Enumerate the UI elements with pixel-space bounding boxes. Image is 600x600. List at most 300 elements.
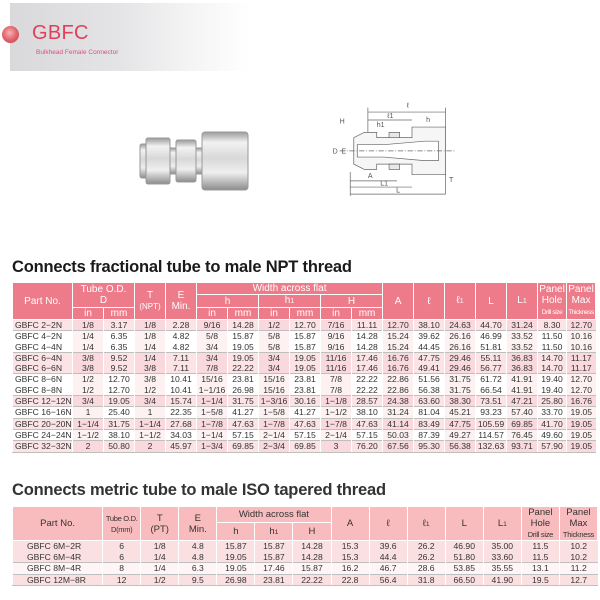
table-cell: 15/16 bbox=[259, 374, 290, 385]
table-cell: 19.05 bbox=[567, 418, 596, 429]
table-cell: 9.5 bbox=[179, 574, 217, 586]
table-cell: 17.46 bbox=[255, 563, 293, 575]
table-cell: 44.45 bbox=[414, 342, 445, 353]
col-big-l: L bbox=[445, 507, 483, 541]
table-cell: 66.54 bbox=[476, 385, 507, 396]
product-photo bbox=[130, 118, 270, 203]
table-cell: 23.81 bbox=[255, 574, 293, 586]
table-cell: 105.59 bbox=[476, 418, 507, 429]
table-cell: 3 bbox=[321, 441, 352, 452]
table-cell: 1−3/16 bbox=[259, 396, 290, 407]
table-cell: 47.75 bbox=[414, 352, 445, 363]
table-cell: 11.2 bbox=[559, 563, 597, 575]
npt-spec-table bbox=[12, 282, 596, 453]
table-cell: 12.70 bbox=[290, 320, 321, 331]
table-cell: 16.76 bbox=[567, 396, 596, 407]
table-cell: 6 bbox=[103, 552, 141, 563]
table-cell: 26.2 bbox=[407, 552, 445, 563]
part-number-cell: GBFC 12−12N bbox=[13, 396, 73, 407]
col-panel-hole: Panel Hole Drill size bbox=[538, 283, 567, 320]
table-cell: 16.2 bbox=[331, 563, 369, 575]
table-cell: 1−1/4 bbox=[135, 418, 166, 429]
table-cell: 15.87 bbox=[293, 563, 331, 575]
col-t: T (PT) bbox=[141, 507, 179, 541]
svg-text:A: A bbox=[367, 173, 373, 181]
table-cell: 29.46 bbox=[445, 363, 476, 374]
table-cell: 10.2 bbox=[559, 541, 597, 552]
table-cell: 9.52 bbox=[104, 352, 135, 363]
table-cell: 49.60 bbox=[538, 429, 567, 440]
part-number-cell: GBFC 6−6N bbox=[13, 363, 73, 374]
table-cell: 61.72 bbox=[476, 374, 507, 385]
col-t: T (NPT) bbox=[135, 283, 166, 320]
table-cell: 1/2 bbox=[259, 320, 290, 331]
part-number-cell: GBFC 16−16N bbox=[13, 407, 73, 418]
table-cell: 12.70 bbox=[104, 374, 135, 385]
table-cell: 11.5 bbox=[521, 541, 559, 552]
table-cell: 7.11 bbox=[166, 352, 197, 363]
table-cell: 19.40 bbox=[538, 385, 567, 396]
unit-in: in bbox=[73, 308, 104, 320]
table-cell: 12.70 bbox=[567, 320, 596, 331]
table-cell: 15.87 bbox=[255, 541, 293, 552]
col-a: A bbox=[331, 507, 369, 541]
table-cell: 26.98 bbox=[217, 574, 255, 586]
table-cell: 1 bbox=[135, 407, 166, 418]
table-cell: 1/4 bbox=[73, 331, 104, 342]
table-cell: 11.50 bbox=[538, 342, 567, 353]
table-cell: 7/8 bbox=[197, 363, 228, 374]
col-width-across-flat: Width across flat bbox=[217, 507, 331, 523]
table-cell: 11.17 bbox=[567, 352, 596, 363]
photo-female-body bbox=[202, 132, 248, 190]
table-cell: 114.57 bbox=[476, 429, 507, 440]
col-l1: ℓ1 bbox=[407, 507, 445, 541]
table-cell: 41.91 bbox=[507, 385, 538, 396]
table-cell: 19.05 bbox=[104, 396, 135, 407]
table-cell: 12.7 bbox=[559, 574, 597, 586]
part-number-cell: GBFC 8M−4R bbox=[13, 563, 103, 575]
table-cell: 4.82 bbox=[166, 331, 197, 342]
table-row bbox=[13, 541, 598, 552]
table-cell: 17.46 bbox=[352, 352, 383, 363]
table-cell: 39.62 bbox=[414, 331, 445, 342]
table-cell: 69.85 bbox=[507, 418, 538, 429]
unit-in: in bbox=[197, 308, 228, 320]
table-cell: 41.91 bbox=[507, 374, 538, 385]
table-cell: 1−7/8 bbox=[259, 418, 290, 429]
table-cell: 9/16 bbox=[321, 342, 352, 353]
table-cell: 38.10 bbox=[352, 407, 383, 418]
table-cell: 1/2 bbox=[73, 374, 104, 385]
table-cell: 5/8 bbox=[259, 342, 290, 353]
table-cell: 4.8 bbox=[179, 552, 217, 563]
table-cell: 11.5 bbox=[521, 552, 559, 563]
col-l: ℓ bbox=[414, 283, 445, 320]
table-cell: 132.63 bbox=[476, 441, 507, 452]
table-cell: 1/4 bbox=[135, 352, 166, 363]
table-cell: 49.27 bbox=[445, 429, 476, 440]
col-big-l: L bbox=[476, 283, 507, 320]
table-cell: 11.50 bbox=[538, 331, 567, 342]
table-cell: 1−5/8 bbox=[259, 407, 290, 418]
table-cell: 51.81 bbox=[476, 342, 507, 353]
table-cell: 26.2 bbox=[407, 541, 445, 552]
table-cell: 51.56 bbox=[414, 374, 445, 385]
table-cell: 7.11 bbox=[166, 363, 197, 374]
table-cell: 87.39 bbox=[414, 429, 445, 440]
col-tube-od: Tube O.D. D bbox=[73, 283, 135, 308]
part-number-cell: GBFC 8−8N bbox=[13, 385, 73, 396]
table-cell: 17.46 bbox=[352, 363, 383, 374]
table-cell: 11.11 bbox=[352, 320, 383, 331]
col-tube-od: Tube O.D. D(mm) bbox=[103, 507, 141, 541]
part-number-cell: GBFC 32−32N bbox=[13, 441, 73, 452]
table-cell: 3/4 bbox=[197, 342, 228, 353]
table-cell: 1−1/4 bbox=[197, 396, 228, 407]
table-cell: 5/8 bbox=[197, 331, 228, 342]
table-cell: 30.16 bbox=[290, 396, 321, 407]
table-cell: 1/2 bbox=[135, 385, 166, 396]
table-cell: 26.16 bbox=[445, 331, 476, 342]
part-number-cell: GBFC 8−6N bbox=[13, 374, 73, 385]
table-cell: 22.22 bbox=[293, 574, 331, 586]
part-number-cell: GBFC 4−2N bbox=[13, 331, 73, 342]
table-cell: 47.63 bbox=[228, 418, 259, 429]
table-cell: 6.35 bbox=[104, 331, 135, 342]
table-cell: 29.46 bbox=[445, 352, 476, 363]
table-cell: 41.70 bbox=[538, 418, 567, 429]
table-cell: 51.80 bbox=[445, 552, 483, 563]
photo-nut-left bbox=[146, 138, 170, 184]
table-cell: 57.90 bbox=[538, 441, 567, 452]
table-cell: 1−7/8 bbox=[197, 418, 228, 429]
svg-text:h1: h1 bbox=[376, 122, 385, 130]
table-cell: 73.51 bbox=[476, 396, 507, 407]
table-cell: 26.98 bbox=[228, 385, 259, 396]
table-cell: 1/2 bbox=[73, 385, 104, 396]
table-cell: 24.38 bbox=[383, 396, 414, 407]
table-cell: 1/4 bbox=[141, 552, 179, 563]
table-cell: 19.5 bbox=[521, 574, 559, 586]
part-number-cell: GBFC 24−24N bbox=[13, 429, 73, 440]
table-cell: 15.74 bbox=[166, 396, 197, 407]
table-row bbox=[13, 331, 596, 342]
table-cell: 47.75 bbox=[445, 418, 476, 429]
table-cell: 53.85 bbox=[445, 563, 483, 575]
col-l: ℓ bbox=[369, 507, 407, 541]
table-cell: 41.90 bbox=[483, 574, 521, 586]
svg-text:L: L bbox=[396, 187, 401, 195]
table-cell: 10.41 bbox=[166, 385, 197, 396]
table-cell: 36.83 bbox=[507, 352, 538, 363]
table-cell: 33.60 bbox=[483, 552, 521, 563]
table-cell: 57.15 bbox=[228, 429, 259, 440]
table-cell: 76.20 bbox=[352, 441, 383, 452]
col-panel-max: Panel Max Thickness bbox=[559, 507, 597, 541]
table-cell: 28.6 bbox=[407, 563, 445, 575]
table-cell: 67.56 bbox=[383, 441, 414, 452]
table-row bbox=[13, 563, 598, 575]
table-cell: 25.40 bbox=[104, 407, 135, 418]
table-cell: 2.28 bbox=[166, 320, 197, 331]
table-cell: 1−1/16 bbox=[197, 385, 228, 396]
table-cell: 3/4 bbox=[259, 363, 290, 374]
table-cell: 25.80 bbox=[538, 396, 567, 407]
table-cell: 1/8 bbox=[135, 331, 166, 342]
table-cell: 19.40 bbox=[538, 374, 567, 385]
table-cell: 33.52 bbox=[507, 331, 538, 342]
table-cell: 22.35 bbox=[166, 407, 197, 418]
col-part-no: Part No. bbox=[13, 283, 73, 320]
table-cell: 16.76 bbox=[383, 352, 414, 363]
table-cell: 12.70 bbox=[567, 374, 596, 385]
table-cell: 3/4 bbox=[73, 396, 104, 407]
table-cell: 15.87 bbox=[290, 331, 321, 342]
table-cell: 2−1/4 bbox=[259, 429, 290, 440]
svg-text:ℓ1: ℓ1 bbox=[387, 113, 394, 121]
unit-in: in bbox=[259, 308, 290, 320]
table-cell: 69.85 bbox=[290, 441, 321, 452]
table-cell: 31.24 bbox=[507, 320, 538, 331]
col-h1: h1 bbox=[255, 523, 293, 541]
table-cell: 1−1/2 bbox=[73, 429, 104, 440]
table-cell: 3.17 bbox=[104, 320, 135, 331]
part-number-cell: GBFC 6−4N bbox=[13, 352, 73, 363]
col-part-no: Part No. bbox=[13, 507, 103, 541]
table-cell: 15/16 bbox=[197, 374, 228, 385]
table-cell: 45.21 bbox=[445, 407, 476, 418]
table-cell: 34.03 bbox=[166, 429, 197, 440]
part-number-cell: GBFC 2−2N bbox=[13, 320, 73, 331]
table-cell: 15.87 bbox=[255, 552, 293, 563]
table-cell: 3/8 bbox=[73, 352, 104, 363]
iso-spec-table bbox=[12, 506, 598, 586]
col-l1: ℓ1 bbox=[445, 283, 476, 320]
table-cell: 15.87 bbox=[228, 331, 259, 342]
table-cell: 19.05 bbox=[217, 563, 255, 575]
table-cell: 14.28 bbox=[293, 552, 331, 563]
col-width-across-flat: Width across flat bbox=[197, 283, 383, 295]
table-cell: 41.27 bbox=[228, 407, 259, 418]
table-cell: 56.4 bbox=[369, 574, 407, 586]
col-h: h bbox=[197, 295, 259, 308]
table-cell: 38.10 bbox=[104, 429, 135, 440]
table-cell: 57.15 bbox=[352, 429, 383, 440]
part-number-cell: GBFC 12M−8R bbox=[13, 574, 103, 586]
table-cell: 12 bbox=[103, 574, 141, 586]
table-cell: 47.63 bbox=[290, 418, 321, 429]
table-cell: 1/8 bbox=[141, 541, 179, 552]
table-cell: 36.83 bbox=[507, 363, 538, 374]
table-cell: 3/4 bbox=[135, 396, 166, 407]
table2-heading: Connects metric tube to male ISO tapered thread bbox=[12, 481, 386, 499]
unit-in: in bbox=[321, 308, 352, 320]
schematic-diagram bbox=[322, 95, 472, 205]
table-cell: 1/4 bbox=[141, 563, 179, 575]
table-cell: 93.71 bbox=[507, 441, 538, 452]
table-row bbox=[13, 374, 596, 385]
table-cell: 1−1/4 bbox=[197, 429, 228, 440]
table-cell: 19.05 bbox=[290, 352, 321, 363]
table-cell: 35.55 bbox=[483, 563, 521, 575]
table-cell: 12.70 bbox=[104, 385, 135, 396]
table-row bbox=[13, 429, 596, 440]
table-cell: 2 bbox=[135, 441, 166, 452]
table-cell: 11.17 bbox=[567, 363, 596, 374]
table-cell: 44.70 bbox=[476, 320, 507, 331]
col-big-h: H bbox=[321, 295, 383, 308]
table-cell: 22.86 bbox=[383, 385, 414, 396]
table-cell: 14.70 bbox=[538, 363, 567, 374]
table-cell: 31.75 bbox=[445, 374, 476, 385]
table-cell: 49.41 bbox=[414, 363, 445, 374]
table-cell: 7/8 bbox=[321, 374, 352, 385]
table-cell: 22.86 bbox=[383, 374, 414, 385]
table-cell: 19.05 bbox=[217, 552, 255, 563]
table-cell: 28.57 bbox=[352, 396, 383, 407]
table-row bbox=[13, 352, 596, 363]
col-h: h bbox=[217, 523, 255, 541]
table-cell: 1−1/8 bbox=[321, 396, 352, 407]
table-cell: 56.38 bbox=[414, 385, 445, 396]
part-number-cell: GBFC 4−4N bbox=[13, 342, 73, 353]
table-cell: 93.23 bbox=[476, 407, 507, 418]
bullet-icon bbox=[2, 26, 19, 43]
table-cell: 33.70 bbox=[538, 407, 567, 418]
table-cell: 66.50 bbox=[445, 574, 483, 586]
col-big-h: H bbox=[293, 523, 331, 541]
table-cell: 27.68 bbox=[166, 418, 197, 429]
table-cell: 8 bbox=[103, 563, 141, 575]
table-cell: 23.81 bbox=[290, 374, 321, 385]
table-cell: 10.16 bbox=[567, 342, 596, 353]
table-cell: 14.70 bbox=[538, 352, 567, 363]
table-cell: 1 bbox=[73, 407, 104, 418]
table-cell: 7/8 bbox=[321, 385, 352, 396]
table-cell: 15.24 bbox=[383, 331, 414, 342]
svg-text:T: T bbox=[449, 176, 454, 184]
table-cell: 23.81 bbox=[290, 385, 321, 396]
table-cell: 10.41 bbox=[166, 374, 197, 385]
table-cell: 15.87 bbox=[290, 342, 321, 353]
table-cell: 9/16 bbox=[321, 331, 352, 342]
svg-text:E: E bbox=[341, 148, 347, 156]
unit-mm: mm bbox=[228, 308, 259, 320]
table-row bbox=[13, 441, 596, 452]
table-cell: 22.22 bbox=[352, 385, 383, 396]
table-cell: 12.70 bbox=[567, 385, 596, 396]
table-cell: 15.3 bbox=[331, 541, 369, 552]
table-cell: 3/8 bbox=[135, 374, 166, 385]
table-cell: 33.52 bbox=[507, 342, 538, 353]
table-cell: 1−1/2 bbox=[135, 429, 166, 440]
table-cell: 1−1/2 bbox=[321, 407, 352, 418]
photo-ring-2 bbox=[196, 148, 202, 174]
table-cell: 38.10 bbox=[414, 320, 445, 331]
col-big-l1: L1 bbox=[483, 507, 521, 541]
table-cell: 95.30 bbox=[414, 441, 445, 452]
page-title: GBFC bbox=[32, 22, 89, 44]
table-cell: 1/8 bbox=[73, 320, 104, 331]
part-number-cell: GBFC 6M−4R bbox=[13, 552, 103, 563]
table-cell: 14.28 bbox=[352, 331, 383, 342]
table-cell: 19.05 bbox=[567, 429, 596, 440]
table-cell: 81.04 bbox=[414, 407, 445, 418]
table-cell: 50.03 bbox=[383, 429, 414, 440]
table-cell: 6 bbox=[103, 541, 141, 552]
table-cell: 22.8 bbox=[331, 574, 369, 586]
table-cell: 1−5/8 bbox=[197, 407, 228, 418]
table-cell: 1/8 bbox=[135, 320, 166, 331]
photo-ring-1 bbox=[170, 148, 176, 174]
table-cell: 47.21 bbox=[507, 396, 538, 407]
table-cell: 39.6 bbox=[369, 541, 407, 552]
table-cell: 15.87 bbox=[217, 541, 255, 552]
table-cell: 14.28 bbox=[228, 320, 259, 331]
table-cell: 23.81 bbox=[228, 374, 259, 385]
table-cell: 35.00 bbox=[483, 541, 521, 552]
table-cell: 7/16 bbox=[321, 320, 352, 331]
table-cell: 76.45 bbox=[507, 429, 538, 440]
table-cell: 56.77 bbox=[476, 363, 507, 374]
table-cell: 16.76 bbox=[383, 363, 414, 374]
unit-mm: mm bbox=[352, 308, 383, 320]
table-cell: 3/8 bbox=[73, 363, 104, 374]
table-cell: 11/16 bbox=[321, 363, 352, 374]
col-h1: h1 bbox=[259, 295, 321, 308]
table-cell: 83.49 bbox=[414, 418, 445, 429]
part-number-cell: GBFC 6M−2R bbox=[13, 541, 103, 552]
table-row bbox=[13, 407, 596, 418]
table-cell: 1/2 bbox=[141, 574, 179, 586]
table-cell: 55.11 bbox=[476, 352, 507, 363]
table-cell: 19.05 bbox=[567, 441, 596, 452]
table-row bbox=[13, 385, 596, 396]
table-cell: 19.05 bbox=[567, 407, 596, 418]
table-cell: 13.1 bbox=[521, 563, 559, 575]
table-cell: 57.40 bbox=[507, 407, 538, 418]
table-cell: 1/4 bbox=[135, 342, 166, 353]
table-cell: 9/16 bbox=[197, 320, 228, 331]
table-cell: 31.8 bbox=[407, 574, 445, 586]
table-cell: 6.3 bbox=[179, 563, 217, 575]
table-cell: 4.82 bbox=[166, 342, 197, 353]
svg-text:D: D bbox=[332, 148, 338, 156]
col-e: E Min. bbox=[179, 507, 217, 541]
table-cell: 31.75 bbox=[228, 396, 259, 407]
table-cell: 1−7/8 bbox=[321, 418, 352, 429]
table-cell: 31.75 bbox=[104, 418, 135, 429]
table-cell: 44.4 bbox=[369, 552, 407, 563]
table-cell: 9.52 bbox=[104, 363, 135, 374]
table-row bbox=[13, 396, 596, 407]
table-cell: 56.38 bbox=[445, 441, 476, 452]
table-cell: 12.70 bbox=[383, 320, 414, 331]
table-cell: 5/8 bbox=[259, 331, 290, 342]
table-cell: 8.30 bbox=[538, 320, 567, 331]
table-cell: 41.14 bbox=[383, 418, 414, 429]
table-cell: 10.16 bbox=[567, 331, 596, 342]
unit-mm: mm bbox=[290, 308, 321, 320]
table-cell: 63.60 bbox=[414, 396, 445, 407]
table-cell: 31.24 bbox=[383, 407, 414, 418]
table-cell: 15.3 bbox=[331, 552, 369, 563]
col-panel-max: Panel Max Thickness bbox=[567, 283, 596, 320]
table-row bbox=[13, 574, 598, 586]
table-cell: 41.27 bbox=[290, 407, 321, 418]
table-cell: 15.24 bbox=[383, 342, 414, 353]
